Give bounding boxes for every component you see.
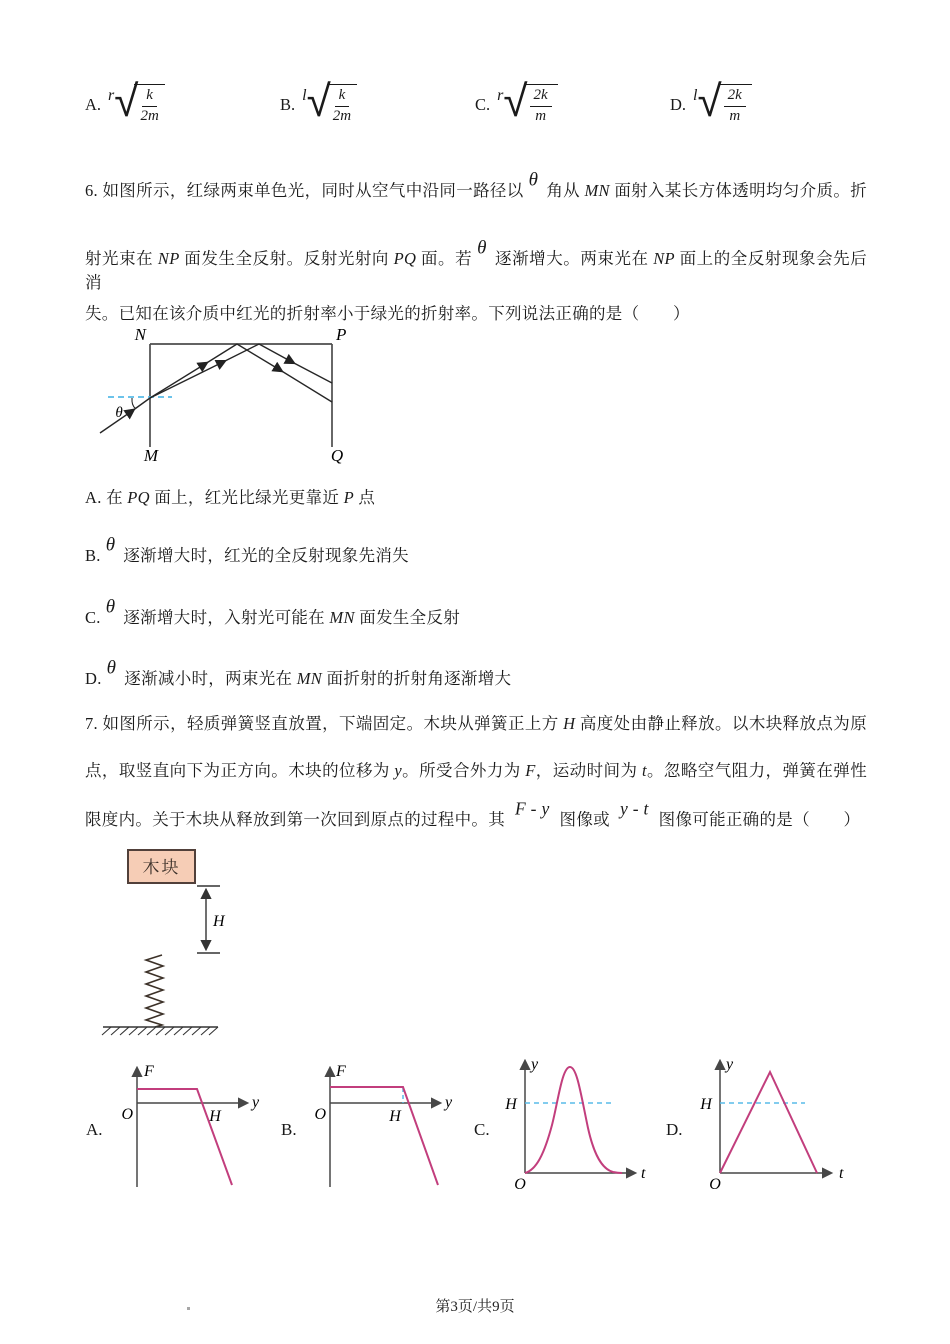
formula-segment: y - t: [619, 798, 649, 819]
axis-label-F: F: [144, 1063, 154, 1080]
text-segment: 。所受合外力为: [402, 761, 526, 780]
coefficient: l: [302, 87, 307, 104]
coefficient: l: [693, 87, 698, 104]
radical: [697, 76, 752, 128]
H-label: H: [209, 1108, 221, 1125]
origin-label: O: [121, 1106, 133, 1123]
label-P: P: [336, 327, 347, 344]
text-segment: 失。已知在该介质中红光的折射率小于绿光的折射率。下列说法正确的是（ ）: [85, 304, 690, 323]
formula-segment: t: [641, 761, 647, 780]
formula-segment: PQ: [127, 488, 150, 507]
q7-graph-b: [278, 1058, 463, 1198]
spring-coil: [146, 955, 163, 1027]
option-label: A.: [85, 95, 102, 114]
numerator: 2k: [724, 87, 746, 106]
text-segment: 面射入某长方体透明均匀介质。折: [609, 181, 867, 200]
q6-option-b: [85, 534, 867, 569]
text-segment: 图像或: [559, 810, 610, 829]
option-label: D.: [670, 95, 687, 114]
axis-label-y: y: [252, 1094, 260, 1111]
text-segment: 点: [353, 488, 376, 507]
formula-segment: θ: [477, 237, 487, 259]
formula-option-d: [670, 75, 752, 135]
formula-segment: F: [525, 761, 536, 780]
formula-option-a: [85, 75, 165, 135]
q6-option-a: [85, 487, 867, 509]
label-H: H: [213, 913, 225, 930]
formula-segment: MN: [296, 669, 323, 688]
text-segment: D.: [85, 669, 102, 688]
radical-sign: √: [306, 76, 331, 128]
formula-segment: MN: [329, 608, 355, 627]
text-segment: 点，取竖直向下为正方向。木块的位移为: [85, 761, 395, 780]
axis-label-y: y: [531, 1056, 539, 1073]
text-segment: B.: [85, 546, 101, 565]
label-M: M: [143, 446, 159, 465]
coefficient: r: [497, 87, 504, 104]
text-segment: 射光束在: [85, 249, 158, 268]
text-segment: 高度处由静止释放。以木块释放点为原: [575, 714, 867, 733]
text-segment: 角从: [546, 181, 585, 200]
text-segment: 6. 如图所示，红绿两束单色光，同时从空气中沿同一路径以: [85, 181, 524, 200]
q7-graph-c: [498, 1053, 658, 1201]
text-segment: 。忽略空气阻力，弹簧在弹性: [646, 761, 868, 780]
graph-label-a: A.: [86, 1120, 103, 1139]
formula-segment: PQ: [393, 249, 417, 268]
origin-label: O: [709, 1176, 721, 1193]
option-label: B.: [280, 95, 296, 114]
formula-option-b: [280, 75, 357, 135]
axis-label-t: t: [839, 1165, 844, 1182]
question-6-line-2: [85, 237, 868, 294]
numerator: k: [335, 87, 350, 106]
q7-graph-d: [693, 1053, 858, 1201]
radical-sign: √: [697, 76, 722, 128]
origin-label: O: [314, 1106, 326, 1123]
formula-segment: MN: [584, 181, 610, 200]
H-label: H: [389, 1108, 401, 1125]
label-theta: θ: [115, 405, 123, 421]
radical-sign: √: [114, 76, 139, 128]
text-segment: 逐渐增大时，入射光可能在: [123, 608, 330, 627]
H-label: H: [700, 1096, 712, 1113]
axis-label-t: t: [641, 1165, 646, 1182]
graph-label-b: B.: [281, 1120, 297, 1139]
radical-sign: √: [503, 76, 528, 128]
text-segment: 7. 如图所示，轻质弹簧竖直放置，下端固定。木块从弹簧正上方: [85, 714, 564, 733]
question-6-line-1: [85, 169, 867, 204]
denominator: 2m: [332, 107, 352, 124]
text-segment: 面折射的折射角逐渐增大: [322, 669, 512, 688]
graph-label-c: C.: [474, 1120, 490, 1139]
question-7-line-1: [85, 713, 867, 735]
axis-label-y: y: [726, 1056, 734, 1073]
refracted-ray-2: [150, 344, 259, 398]
text-segment: 逐渐增大时，红光的全反射现象先消失: [123, 546, 409, 565]
curve: [525, 1067, 622, 1173]
reflected-ray-1: [237, 344, 332, 402]
text-segment: C.: [85, 608, 101, 627]
curve: [720, 1072, 817, 1173]
graph-label-d: D.: [666, 1120, 683, 1139]
text-segment: A. 在: [85, 488, 128, 507]
option-label: C.: [475, 95, 491, 114]
q6-optics-figure: [80, 327, 370, 467]
formula-segment: θ: [105, 596, 116, 618]
text-segment: 限度内。关于木块从释放到第一次回到原点的过程中。其: [85, 810, 505, 829]
denominator: m: [535, 107, 547, 124]
text-segment: 面上，红光比绿光更靠近: [149, 488, 344, 507]
text-segment: 面发生全反射。反射光射向: [179, 249, 394, 268]
formula-segment: θ: [106, 657, 117, 679]
text-segment: 面上的全反射现象会先后消: [85, 249, 868, 292]
text-segment: 图像可能正确的是（ ）: [658, 810, 861, 829]
H-label: H: [505, 1096, 517, 1113]
origin-label: O: [514, 1176, 526, 1193]
formula-segment: y: [394, 761, 403, 780]
refracted-ray-1: [150, 344, 237, 398]
incident-ray: [100, 398, 150, 433]
numerator: k: [142, 87, 157, 106]
axis-label-y: y: [445, 1094, 453, 1111]
formula-segment: NP: [653, 249, 675, 268]
q6-option-d: [85, 657, 867, 692]
q6-option-c: [85, 596, 867, 631]
question-7-line-3: [85, 798, 867, 832]
formula-option-c: [475, 75, 558, 135]
q7-spring-figure: [92, 843, 332, 1043]
denominator: 2m: [140, 107, 159, 124]
q7-graph-a: [85, 1058, 260, 1198]
formula-segment: F - y: [515, 798, 550, 819]
text-segment: 逐渐增大。两束光在: [494, 249, 654, 268]
formula-segment: θ: [528, 169, 539, 191]
numerator: 2k: [530, 87, 552, 106]
question-7-line-2: [85, 760, 867, 782]
question-6-line-3: [85, 303, 867, 325]
label-Q: Q: [330, 446, 344, 465]
text-segment: 逐渐减小时，两束光在: [124, 669, 297, 688]
page-number: 第3页/共9页: [435, 1299, 515, 1315]
label-N: N: [134, 327, 146, 344]
prism-rectangle: [150, 344, 332, 447]
text-segment: ，运动时间为: [535, 761, 642, 780]
radical: [306, 76, 358, 128]
formula-segment: P: [343, 488, 354, 507]
formula-segment: θ: [105, 534, 116, 556]
radical: [503, 76, 557, 128]
axis-label-F: F: [336, 1063, 346, 1080]
formula-segment: NP: [157, 249, 180, 268]
coefficient: r: [108, 87, 115, 104]
theta-angle-arc: [132, 398, 136, 409]
text-segment: 面。若: [416, 249, 473, 268]
radical: [114, 76, 165, 128]
block-label: 木块: [142, 858, 181, 877]
formula-segment: H: [563, 714, 576, 733]
ground-hatching: [102, 1027, 218, 1035]
text-segment: 面发生全反射: [354, 608, 460, 627]
denominator: m: [729, 107, 741, 124]
curve: [330, 1087, 438, 1185]
